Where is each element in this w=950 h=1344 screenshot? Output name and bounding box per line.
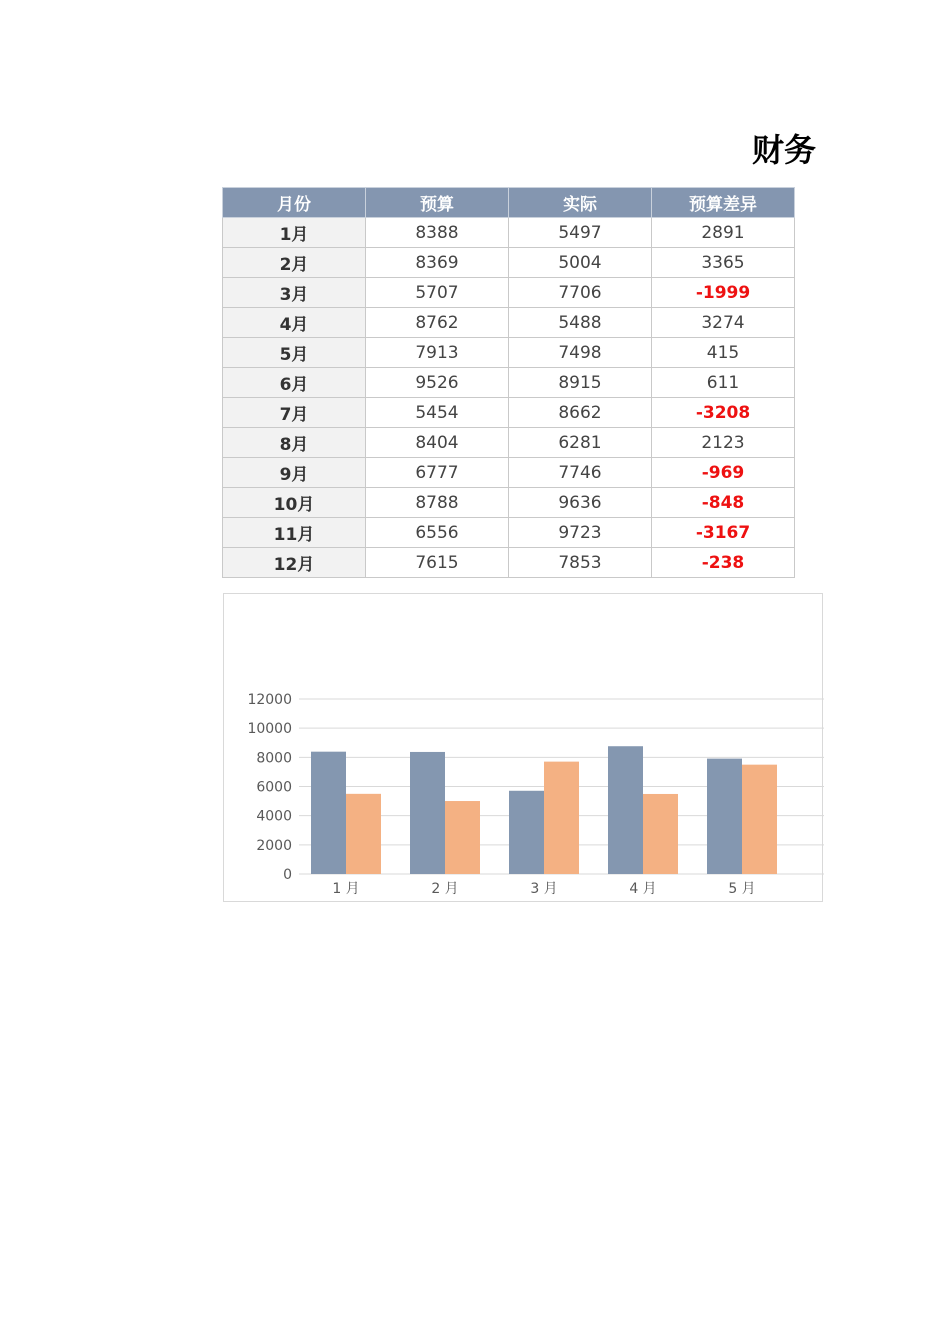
month-cell: 10月: [223, 488, 366, 518]
month-cell: 12月: [223, 548, 366, 578]
x-tick-label: 4 月: [629, 881, 657, 897]
month-cell: 6月: [223, 368, 366, 398]
table-row: [223, 458, 795, 488]
table-row: [223, 548, 795, 578]
actual-cell: 7706: [509, 278, 652, 308]
y-tick-label: 6000: [256, 779, 292, 796]
actual-cell: 6281: [509, 428, 652, 458]
table-row: [223, 488, 795, 518]
page-title: 财务: [752, 131, 817, 169]
variance-cell: -848: [652, 488, 795, 518]
budget-cell: 7615: [366, 548, 509, 578]
table-row: [223, 338, 795, 368]
x-tick-label: 1 月: [332, 881, 360, 897]
budget-cell: 7913: [366, 338, 509, 368]
actual-bar: [643, 794, 678, 874]
variance-cell: -3167: [652, 518, 795, 548]
budget-bar: [410, 752, 445, 874]
budget-chart: [223, 593, 823, 902]
actual-cell: 7853: [509, 548, 652, 578]
table-row: [223, 218, 795, 248]
actual-cell: 5488: [509, 308, 652, 338]
budget-cell: 8762: [366, 308, 509, 338]
budget-cell: 8369: [366, 248, 509, 278]
month-cell: 3月: [223, 278, 366, 308]
table-row: [223, 278, 795, 308]
variance-cell: 2891: [652, 218, 795, 248]
actual-cell: 5004: [509, 248, 652, 278]
x-tick-label: 2 月: [431, 881, 459, 897]
table-row: [223, 398, 795, 428]
month-cell: 4月: [223, 308, 366, 338]
month-cell: 8月: [223, 428, 366, 458]
budget-cell: 9526: [366, 368, 509, 398]
actual-cell: 7746: [509, 458, 652, 488]
table-row: [223, 308, 795, 338]
budget-cell: 6556: [366, 518, 509, 548]
y-tick-label: 10000: [247, 721, 292, 738]
actual-bar: [445, 801, 480, 874]
month-cell: 7月: [223, 398, 366, 428]
month-cell: 9月: [223, 458, 366, 488]
actual-bar: [544, 762, 579, 874]
month-cell: 2月: [223, 248, 366, 278]
actual-bar: [346, 794, 381, 874]
header-month: 月份: [223, 188, 366, 218]
variance-cell: 3274: [652, 308, 795, 338]
budget-bar: [311, 752, 346, 874]
budget-cell: 5454: [366, 398, 509, 428]
header-budget: 预算: [366, 188, 509, 218]
actual-cell: 8915: [509, 368, 652, 398]
variance-cell: 415: [652, 338, 795, 368]
actual-bar: [742, 765, 777, 874]
y-tick-label: 8000: [256, 750, 292, 767]
budget-table: [222, 187, 795, 578]
budget-cell: 8788: [366, 488, 509, 518]
x-tick-label: 5 月: [728, 881, 756, 897]
table-row: [223, 518, 795, 548]
actual-cell: 7498: [509, 338, 652, 368]
y-tick-label: 4000: [256, 808, 292, 825]
variance-cell: 2123: [652, 428, 795, 458]
variance-cell: -969: [652, 458, 795, 488]
y-tick-label: 12000: [247, 692, 292, 708]
budget-bar: [509, 791, 544, 874]
table-body: [223, 218, 795, 578]
budget-cell: 8404: [366, 428, 509, 458]
variance-cell: 3365: [652, 248, 795, 278]
budget-table-container: [222, 187, 795, 578]
actual-cell: 8662: [509, 398, 652, 428]
chart-svg: [224, 594, 824, 903]
variance-cell: 611: [652, 368, 795, 398]
actual-cell: 9636: [509, 488, 652, 518]
budget-cell: 8388: [366, 218, 509, 248]
y-tick-label: 0: [283, 867, 292, 883]
budget-cell: 6777: [366, 458, 509, 488]
month-cell: 5月: [223, 338, 366, 368]
table-row: [223, 428, 795, 458]
month-cell: 11月: [223, 518, 366, 548]
y-tick-label: 2000: [256, 837, 292, 854]
table-row: [223, 248, 795, 278]
variance-cell: -238: [652, 548, 795, 578]
x-tick-label: 3 月: [530, 881, 558, 897]
budget-bar: [608, 746, 643, 874]
actual-cell: 9723: [509, 518, 652, 548]
variance-cell: -1999: [652, 278, 795, 308]
actual-cell: 5497: [509, 218, 652, 248]
budget-cell: 5707: [366, 278, 509, 308]
table-header-row: [223, 188, 795, 218]
budget-bar: [707, 759, 742, 874]
month-cell: 1月: [223, 218, 366, 248]
table-row: [223, 368, 795, 398]
header-actual: 实际: [509, 188, 652, 218]
header-variance: 预算差异: [652, 188, 795, 218]
variance-cell: -3208: [652, 398, 795, 428]
